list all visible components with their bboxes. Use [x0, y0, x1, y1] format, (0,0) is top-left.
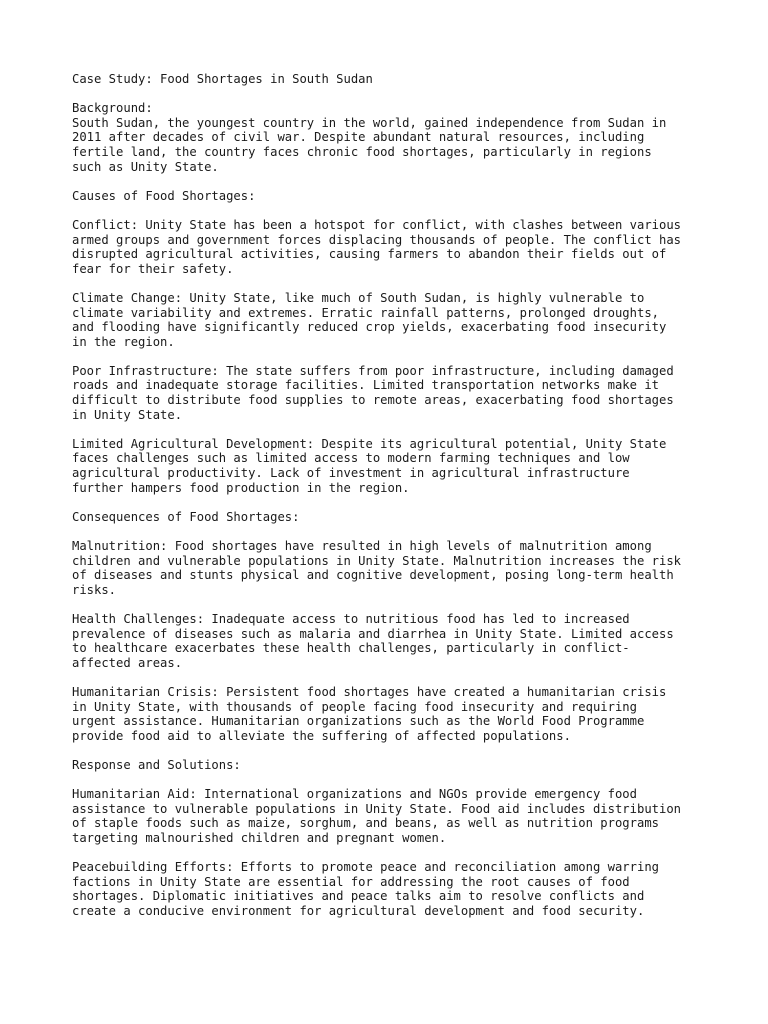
- consequences-heading: Consequences of Food Shortages:: [72, 509, 300, 524]
- consequence-humanitarian-paragraph: Humanitarian Crisis: Persistent food shortages have created a humanitarian crisis in Unity State, with thousands of people facing food insecurity and requiring urgent assistance. Humanitarian organizations such as the World Food Programme provide food aid to alleviate the suffering of affected populations.: [72, 684, 667, 743]
- document-body: [72, 72, 712, 933]
- cause-climate-paragraph: Climate Change: Unity State, like much of South Sudan, is highly vulnerable to climate variability and extremes. Erratic rainfall patterns, prolonged droughts, and flooding have significantly reduced crop yields, exacerbating food insecurity in the region.: [72, 290, 667, 349]
- causes-section: [72, 189, 712, 495]
- response-section: [72, 758, 712, 919]
- document-title: Case Study: Food Shortages in South Sudan: [72, 72, 373, 86]
- response-heading: Response and Solutions:: [72, 757, 241, 772]
- response-aid-paragraph: Humanitarian Aid: International organizations and NGOs provide emergency food assistance to vulnerable populations in Unity State. Food aid includes distribution of staple foods such as maize, sorghum, and beans, as well as nutrition programs targeting malnourished children and pregnant women.: [72, 787, 682, 845]
- background-label: Background:: [72, 101, 153, 116]
- background-paragraph: South Sudan, the youngest country in the world, gained independence from Sudan in 2011 after decades of civil war. Despite abundant natural resources, including fertile land, the country faces chronic food shortages, particularly in regions such as Unity State.: [72, 115, 667, 174]
- cause-agriculture-paragraph: Limited Agricultural Development: Despite its agricultural potential, Unity State faces challenges such as limited access to modern farming techniques and low agricultural productivity. Lack of investment in agricultural infrastructure further hampers food production in the region.: [72, 436, 667, 495]
- causes-heading: Causes of Food Shortages:: [72, 188, 256, 203]
- cause-conflict-paragraph: Conflict: Unity State has been a hotspot for conflict, with clashes between various armed groups and government forces displacing thousands of people. The conflict has disrupted agricultural activities, causing farmers to abandon their fields out of fear for their safety.: [72, 217, 682, 276]
- cause-infrastructure-paragraph: Poor Infrastructure: The state suffers from poor infrastructure, including damaged roads and inadequate storage facilities. Limited transportation networks make it difficult to distribute food supplies to remote areas, exacerbating food shortages in Unity State.: [72, 363, 674, 422]
- consequence-health-paragraph: Health Challenges: Inadequate access to nutritious food has led to increased prevalence of diseases such as malaria and diarrhea in Unity State. Limited access to healthcare exacerbates these health challenges, particularly in conflict- affected areas.: [72, 611, 674, 670]
- response-peace-paragraph: Peacebuilding Efforts: Efforts to promote peace and reconciliation among warring factions in Unity State are essential for addressing the root causes of food shortages. Diplomatic initiatives and peace talks aim to resolve conflicts and create a conducive environment for agricultural development and food security.: [72, 860, 659, 918]
- background-section: [72, 101, 712, 174]
- consequence-malnutrition-paragraph: Malnutrition: Food shortages have resulted in high levels of malnutrition among children and vulnerable populations in Unity State. Malnutrition increases the risk of diseases and stunts physical and cognitive development, posing long-term health risks.: [72, 539, 682, 597]
- consequences-section: [72, 510, 712, 744]
